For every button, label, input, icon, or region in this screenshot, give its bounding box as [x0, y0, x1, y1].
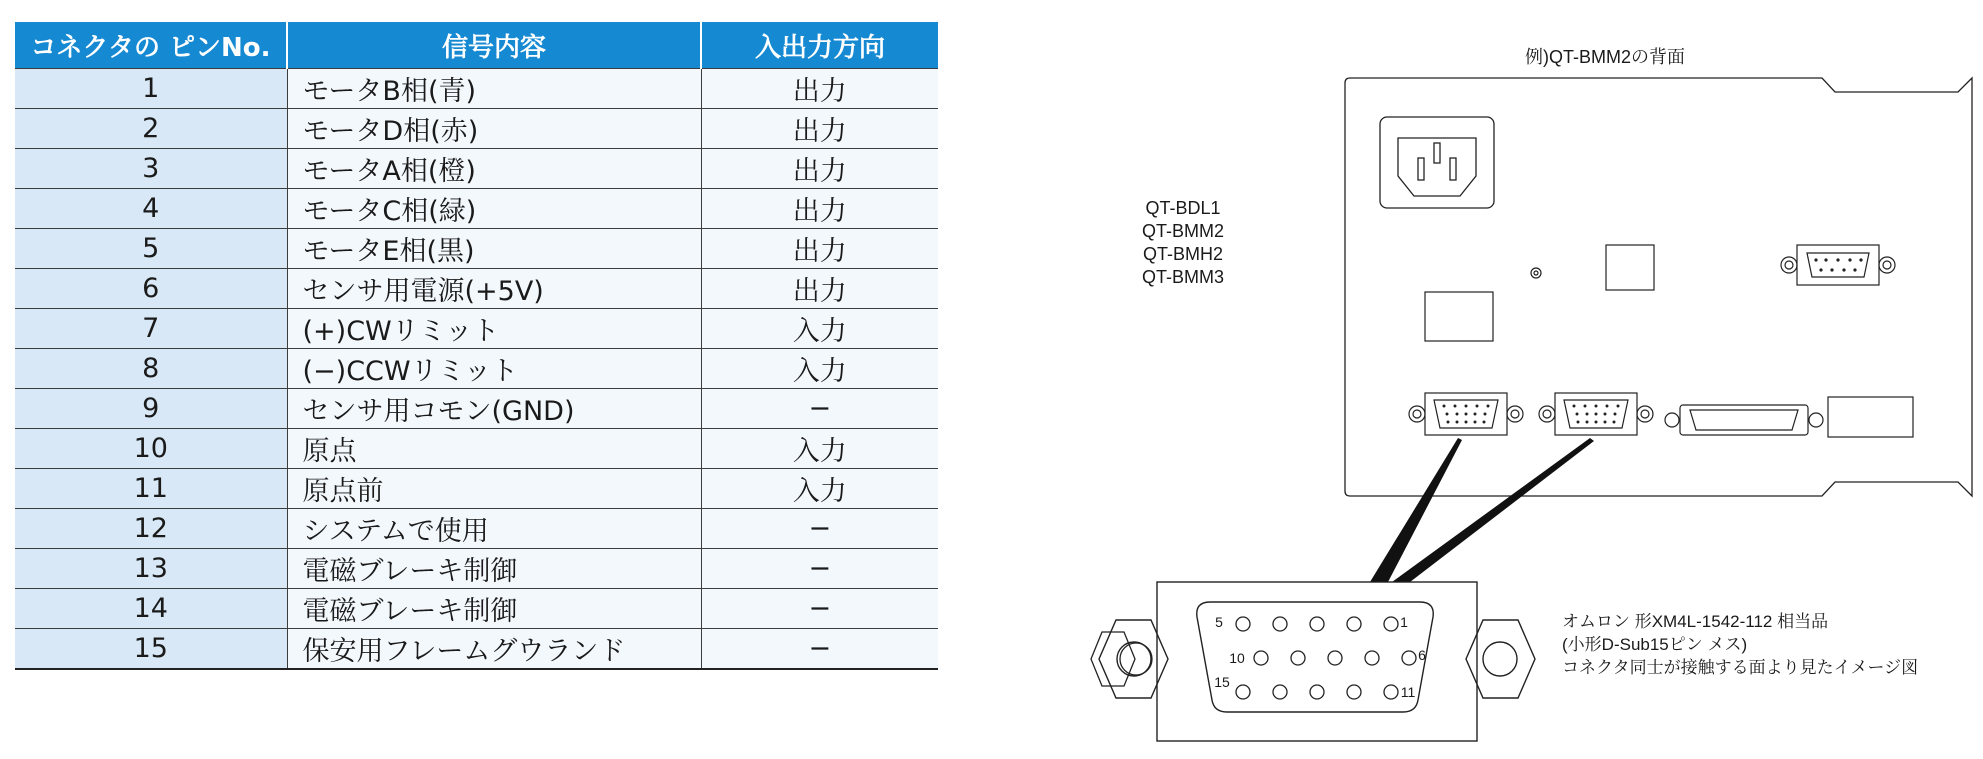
pin-cell: 11: [15, 469, 287, 509]
signal-cell: 電磁ブレーキ制御: [287, 549, 701, 589]
signal-cell: センサ用電源(+5V): [287, 269, 701, 309]
pin-cell: 2: [15, 109, 287, 149]
pin-cell: 6: [15, 269, 287, 309]
db25-port-icon: [1665, 405, 1823, 435]
hd15-port-left-icon: [1409, 393, 1523, 435]
direction-cell: 出力: [701, 69, 938, 109]
model-name: QT-BMM2: [1141, 221, 1225, 241]
signal-cell: (−)CCWリミット: [287, 349, 701, 389]
pin-label-5: 5: [1215, 614, 1223, 630]
pin-label-1: 1: [1400, 614, 1408, 630]
signal-cell: 保安用フレームグウランド: [287, 629, 701, 670]
header-pin-no: コネクタの ピンNo.: [15, 22, 287, 69]
direction-cell: 入力: [701, 309, 938, 349]
signal-cell: (+)CWリミット: [287, 309, 701, 349]
header-direction: 入出力方向: [701, 22, 938, 69]
pin-cell: 12: [15, 509, 287, 549]
pin-label-10: 10: [1229, 650, 1245, 666]
model-name: QT-BMM3: [1141, 267, 1225, 287]
signal-cell: システムで使用: [287, 509, 701, 549]
direction-cell: −: [701, 549, 938, 589]
pin-cell: 13: [15, 549, 287, 589]
signal-cell: モータB相(青): [287, 69, 701, 109]
back-panel: [1345, 78, 1972, 496]
signal-cell: 原点前: [287, 469, 701, 509]
signal-cell: 原点: [287, 429, 701, 469]
pin-cell: 8: [15, 349, 287, 389]
direction-cell: 出力: [701, 229, 938, 269]
de9-port-icon: [1781, 245, 1895, 285]
pin-cell: 3: [15, 149, 287, 189]
signal-cell: モータE相(黒): [287, 229, 701, 269]
pin-cell: 14: [15, 589, 287, 629]
note-line: コネクタ同士が接触する面より見たイメージ図: [1562, 658, 1919, 677]
signal-cell: 電磁ブレーキ制御: [287, 589, 701, 629]
pin-cell: 7: [15, 309, 287, 349]
signal-cell: モータC相(緑): [287, 189, 701, 229]
note-line: オムロン 形XM4L-1542-112 相当品: [1562, 612, 1829, 631]
direction-cell: −: [701, 629, 938, 670]
pin-label-6: 6: [1418, 647, 1426, 663]
direction-cell: 入力: [701, 349, 938, 389]
pin-cell: 9: [15, 389, 287, 429]
model-list: [1142, 198, 1224, 287]
note-line: (小形D-Sub15ピン メス): [1562, 635, 1748, 654]
pin-label-11: 11: [1400, 684, 1416, 700]
pin-cell: 1: [15, 69, 287, 109]
direction-cell: −: [701, 509, 938, 549]
callout-lines: [1370, 438, 1594, 582]
diagram-caption: 例)QT-BMM2の背面: [1525, 47, 1685, 67]
pin-label-15: 15: [1214, 674, 1230, 690]
direction-cell: 出力: [701, 269, 938, 309]
direction-cell: 出力: [701, 149, 938, 189]
direction-cell: −: [701, 589, 938, 629]
header-signal: 信号内容: [287, 22, 701, 69]
direction-cell: 出力: [701, 109, 938, 149]
hd15-port-right-icon: [1539, 393, 1653, 435]
direction-cell: −: [701, 389, 938, 429]
connector-note: [1562, 612, 1918, 677]
pin-cell: 15: [15, 629, 287, 670]
model-name: QT-BDL1: [1145, 198, 1221, 218]
pin-cell: 5: [15, 229, 287, 269]
signal-cell: モータD相(赤): [287, 109, 701, 149]
ac-inlet-icon: [1380, 117, 1494, 208]
pin-cell: 4: [15, 189, 287, 229]
signal-cell: モータA相(橙): [287, 149, 701, 189]
pin-cell: 10: [15, 429, 287, 469]
direction-cell: 出力: [701, 189, 938, 229]
signal-cell: センサ用コモン(GND): [287, 389, 701, 429]
model-name: QT-BMH2: [1142, 244, 1224, 264]
direction-cell: 入力: [701, 469, 938, 509]
direction-cell: 入力: [701, 429, 938, 469]
panel-features: [1425, 245, 1913, 437]
